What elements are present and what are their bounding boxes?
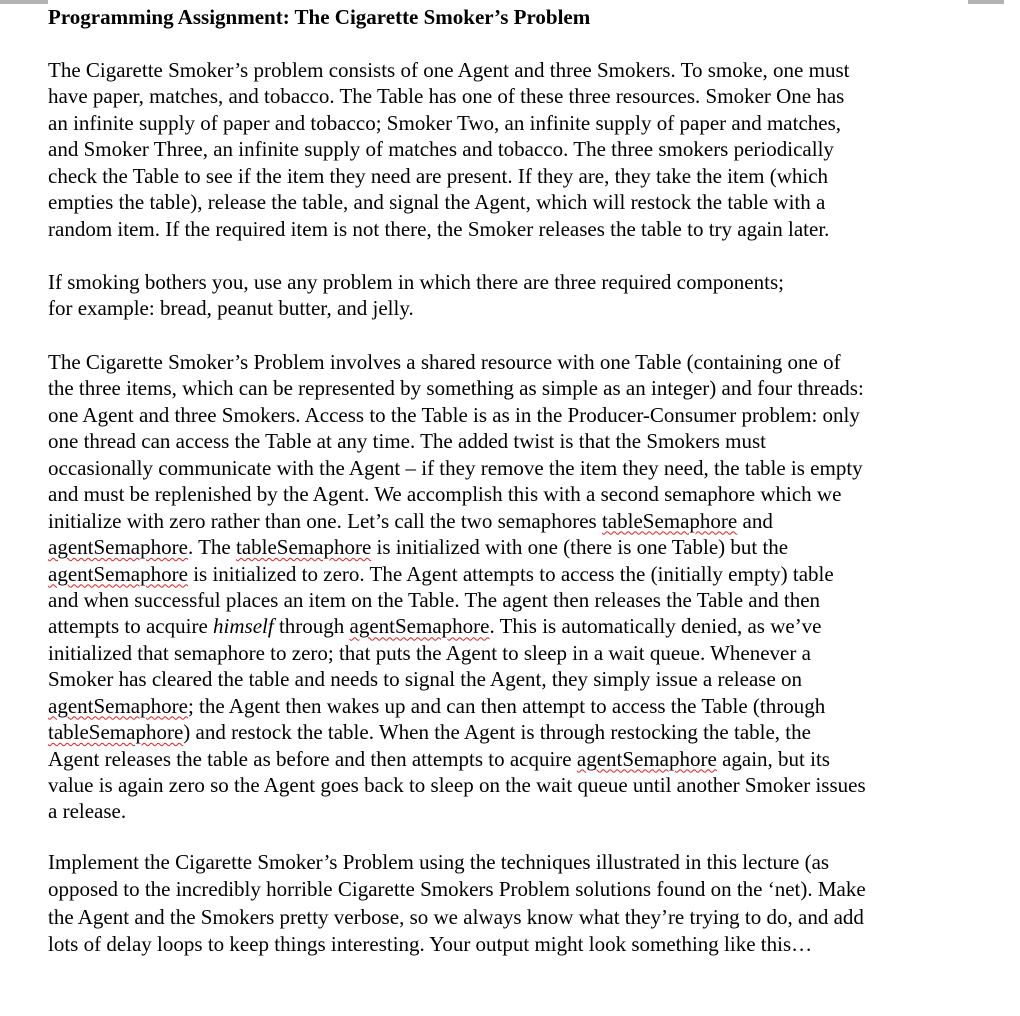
text-line: have paper, matches, and tobacco. The Table has one of these three resources. Smoker One has [48,84,845,109]
text-line: one thread can access the Table at any time. The added twist is that the Smokers must [48,429,766,454]
text-line: initialized that semaphore to zero; that puts the Agent to sleep in a wait queue. Whenever a [48,640,811,665]
text-line: The Cigarette Smoker’s problem consists of one Agent and three Smokers. To smoke, one must [48,58,850,82]
text-line: opposed to the incredibly horrible Cigarette Smokers Problem solutions found on the ‘net). Make [48,877,866,902]
page-corner-marker-left [0,0,48,4]
emphasized-word: himself [213,614,274,639]
text-line: If smoking bothers you, use any problem in which there are three required components; [48,270,784,294]
text-line: the three items, which can be represented by something as simple as an integer) and four threads: [48,376,864,401]
text-line: lots of delay loops to keep things interesting. Your output might look something like this… [48,931,813,956]
text-line: and must be replenished by the Agent. We accomplish this with a second semaphore which we [48,482,842,507]
text-line: Agent releases the table as before and then attempts to acquire agentSemaphore again, but its [48,746,830,771]
page-corner-marker-right [968,0,1004,4]
text-line: empties the table), release the table, and signal the Agent, which will restock the table with a [48,190,826,215]
text-line: an infinite supply of paper and tobacco; Smoker Two, an infinite supply of paper and matches, [48,110,842,135]
spellcheck-flagged-word: agentSemaphore [48,561,188,586]
spellcheck-flagged-word: agentSemaphore [48,693,188,718]
spellcheck-flagged-word: tableSemaphore [235,535,372,560]
text-line: tableSemaphore) and restock the table. When the Agent is through restocking the table, the [48,720,811,745]
text-line: initialize with zero rather than one. Let’s call the two semaphores tableSemaphore and [48,508,773,533]
spellcheck-flagged-word: agentSemaphore [576,746,717,771]
text-line: value is again zero so the Agent goes back to sleep on the wait queue until another Smoker issues [48,773,866,797]
paragraph-alternative [48,269,784,322]
paragraph-intro [48,57,849,242]
paragraph-description [48,349,866,825]
text-line: and when successful places an item on the Table. The agent then releases the Table and then [48,587,821,612]
text-line: random item. If the required item is not there, the Smoker releases the table to try again later. [48,216,830,241]
paragraph-instructions [48,849,866,958]
text-line: one Agent and three Smokers. Access to the Table is as in the Producer-Consumer problem: only [48,402,860,427]
text-line: Smoker has cleared the table and needs to signal the Agent, they simply issue a release on [48,667,803,692]
document-title: Programming Assignment: The Cigarette Smoker’s Problem [48,5,591,29]
text-line: The Cigarette Smoker’s Problem involves a shared resource with one Table (containing one of [48,350,841,374]
text-line: and Smoker Three, an infinite supply of matches and tobacco. The three smokers periodically [48,137,834,162]
text-line: agentSemaphore. The tableSemaphore is initialized with one (there is one Table) but the [48,535,789,560]
spellcheck-flagged-word: agentSemaphore [48,535,188,560]
text-line: attempts to acquire himself through agentSemaphore. This is automatically denied, as we’ve [48,614,822,639]
text-line: Implement the Cigarette Smoker’s Problem using the techniques illustrated in this lecture (as [48,850,830,874]
text-line: a release. [48,799,127,824]
text-line: the Agent and the Smokers pretty verbose, so we always know what they’re trying to do, and add [48,904,864,929]
text-line: agentSemaphore; the Agent then wakes up and can then attempt to access the Table (through [48,693,826,718]
text-line: occasionally communicate with the Agent – if they remove the item they need, the table is empty [48,455,863,480]
text-line: agentSemaphore is initialized to zero. The Agent attempts to access the (initially empty) table [48,561,834,586]
spellcheck-flagged-word: tableSemaphore [48,720,184,745]
spellcheck-flagged-word: agentSemaphore [349,614,490,639]
spellcheck-flagged-word: tableSemaphore [601,508,738,533]
text-line: for example: bread, peanut butter, and jelly. [48,296,414,321]
text-line: check the Table to see if the item they need are present. If they are, they take the item (which [48,163,829,188]
